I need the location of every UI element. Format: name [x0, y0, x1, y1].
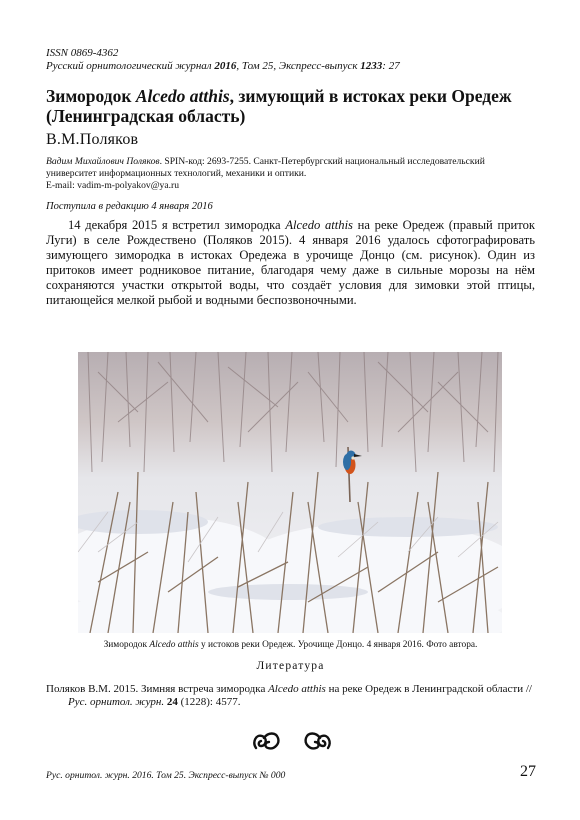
author-affiliation — [46, 156, 536, 193]
affiliation-text: . SPIN-код: 2693-7255. Санкт-Петербургский национальный исследовательский университет информационных технологий, механики и оптики. — [46, 156, 485, 180]
reference-author-year: Поляков В.М. 2015. — [46, 683, 139, 695]
reference-journal: Рус. орнитол. журн. — [68, 696, 165, 708]
journal-name: Русский орнитологический журнал — [46, 60, 212, 72]
reference-text-1: Зимняя встреча зимородка — [138, 683, 269, 695]
caption-species: Alcedo atthis — [149, 640, 199, 650]
page-number: 27 — [520, 763, 536, 780]
reference-item — [46, 683, 535, 709]
caption-text-2: у истоков реки Оредеж. Урочище Донцо. 4 января 2016. Фото автора. — [198, 640, 478, 650]
issn-line: ISSN 0869-4362 — [46, 47, 119, 59]
author-email[interactable]: E-mail: vadim-m-polyakov@ya.ru — [46, 180, 179, 192]
article-author: В.М.Поляков — [46, 131, 139, 148]
figure-caption — [46, 640, 535, 651]
received-date: Поступила в редакцию 4 января 2016 — [46, 201, 213, 212]
body-text-2: на реке Оредеж (правый приток Луги) в селе Рождествено (Поляков 2015). 4 января 2016 удалось сфотографировать зимующего зимородка в истоках Оредежа в урочище Донцо (см. рисунок). Один из притоков имеет родниковое питание, благодаря чему даже в сильные морозы на нём сохраняются участки открытой воды, что создаёт условия для зимовки этой птицы, питающейся мелкой рыбой и водными беспозвоночными. — [46, 218, 535, 307]
reference-volume: 24 — [164, 696, 178, 708]
journal-issue: 1233 — [360, 60, 383, 72]
reference-tail: (1228): 4577. — [177, 696, 241, 708]
kingfisher-photo — [78, 352, 502, 633]
journal-header — [46, 47, 400, 73]
body-species: Alcedo atthis — [285, 218, 353, 232]
article-body — [46, 218, 535, 308]
title-text-1: Зимородок — [46, 86, 136, 106]
title-text-2: , зимующий в истоках реки Оредеж (Ленинградская область) — [46, 86, 512, 126]
reference-text-2: на реке Оредеж в Ленинградской области // — [325, 683, 532, 695]
reference-species: Alcedo atthis — [268, 683, 326, 695]
article-title — [46, 86, 536, 126]
caption-text-1: Зимородок — [103, 640, 150, 650]
title-species: Alcedo atthis — [135, 86, 230, 106]
journal-citation-line — [46, 60, 400, 73]
footer-citation: Рус. орнитол. журн. 2016. Том 25. Экспресс-выпуск № 000 — [46, 770, 286, 781]
journal-year: 2016 — [214, 60, 237, 72]
journal-volume: , Том 25, Экспресс-выпуск — [236, 60, 358, 72]
body-text-1: 14 декабря 2015 я встретил зимородка — [68, 218, 286, 232]
decorative-ornament-icon — [250, 728, 334, 754]
journal-pages: : 27 — [382, 60, 400, 72]
references-heading: Литература — [256, 660, 325, 672]
affiliation-name: Вадим Михайлович Поляков — [46, 156, 160, 167]
